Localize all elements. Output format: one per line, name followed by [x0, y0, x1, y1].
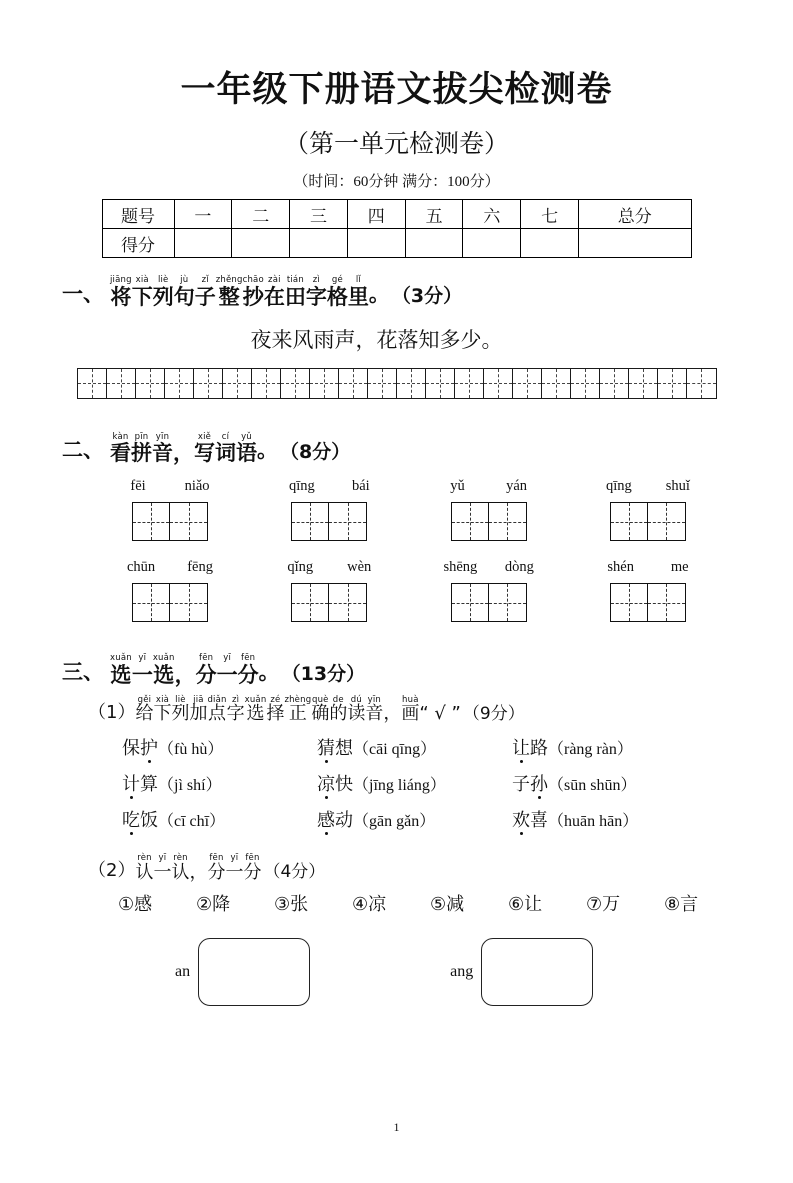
hanzi: 音 — [365, 703, 384, 725]
tianzige-cell[interactable] — [687, 369, 716, 398]
pinyin-word-item — [583, 559, 713, 622]
section-3-points: （13分） — [281, 662, 366, 685]
hanzi: 字 — [305, 284, 327, 309]
tianzige-cell[interactable] — [484, 369, 513, 398]
pinyin: zài — [268, 275, 281, 285]
exam-page — [0, 62, 793, 1183]
hanzi: 认 — [135, 861, 154, 883]
hanzi: 护 — [140, 734, 158, 760]
check-mark-hint: “ √ ” — [419, 703, 461, 725]
pinyin-syllable: wèn — [347, 559, 372, 576]
choice-word — [512, 810, 548, 831]
choice-item[interactable] — [317, 806, 512, 832]
score-input-cell-6[interactable] — [521, 229, 579, 258]
answer-box[interactable] — [451, 583, 527, 622]
hanzi: 加 — [189, 703, 208, 725]
pinyin-syllable: shēng — [443, 559, 478, 576]
tianzige-cell[interactable] — [542, 369, 571, 398]
section-3 — [0, 654, 793, 686]
score-col-1: 二 — [232, 200, 290, 229]
pinyin: yī — [230, 853, 239, 864]
pinyin: xuǎn — [244, 694, 267, 705]
hanzi: 饭 — [140, 810, 158, 832]
hanzi: 子 — [512, 774, 530, 796]
pinyin-label — [430, 559, 548, 576]
score-col-2: 三 — [290, 200, 348, 229]
tianzige-cell[interactable] — [571, 369, 600, 398]
pinyin-syllable: fēi — [130, 478, 146, 495]
choice-options[interactable]: （cāi qīng） — [353, 741, 437, 759]
pinyin: zǐ — [201, 275, 209, 285]
pinyin-syllable: bái — [351, 478, 370, 495]
hanzi: 列 — [152, 284, 174, 309]
hanzi: 看 — [110, 441, 131, 466]
section-2-ruby — [110, 433, 257, 465]
hanzi: 分 — [237, 662, 259, 687]
score-col-5: 六 — [463, 200, 521, 229]
choice-options[interactable]: （ràng ràn） — [548, 741, 633, 759]
score-table-wrap — [0, 199, 793, 258]
pinyin: jiāng — [110, 275, 132, 285]
pinyin: tián — [286, 275, 304, 285]
choice-options[interactable]: （gān gǎn） — [353, 813, 436, 831]
choice-item[interactable] — [512, 806, 707, 832]
table-row — [102, 229, 691, 258]
choice-item[interactable] — [317, 770, 512, 796]
pinyin-syllable: shén — [607, 559, 634, 576]
score-col-7: 总分 — [579, 200, 691, 229]
hanzi: 动 — [335, 810, 353, 832]
score-input-cell-4[interactable] — [405, 229, 463, 258]
score-input-cell-2[interactable] — [290, 229, 348, 258]
hanzi: 子 — [194, 284, 216, 309]
answer-box[interactable] — [291, 502, 367, 541]
tianzige-cell[interactable] — [281, 369, 310, 398]
hanzi: 写 — [194, 441, 215, 466]
tianzige-cell[interactable] — [513, 369, 542, 398]
sort-label-an: an — [175, 963, 191, 981]
hanzi: 一 — [131, 662, 153, 687]
hanzi: ， — [189, 861, 208, 883]
choice-options[interactable]: （jīng liáng） — [353, 777, 446, 795]
sub-question-2-points: （4分） — [263, 862, 326, 883]
hanzi: 字 — [226, 703, 245, 725]
pinyin: zhèng — [284, 694, 312, 705]
choice-options[interactable]: （huān hān） — [548, 813, 639, 831]
hanzi: 格 — [326, 284, 348, 309]
tianzige-cell[interactable] — [629, 369, 658, 398]
choice-word — [317, 810, 353, 831]
pinyin: jiā — [193, 694, 204, 705]
tianzige-cell[interactable] — [426, 369, 455, 398]
tianzige-cell[interactable] — [455, 369, 484, 398]
pinyin: lǐ — [355, 275, 361, 285]
choice-item[interactable] — [512, 734, 707, 760]
tianzige-cell[interactable] — [107, 369, 136, 398]
score-col-3: 四 — [347, 200, 405, 229]
choice-options[interactable]: （cī chī） — [158, 813, 226, 831]
score-input-cell-5[interactable] — [463, 229, 521, 258]
answer-box[interactable] — [451, 502, 527, 541]
section-1 — [0, 276, 793, 308]
hanzi: 一 — [225, 861, 244, 883]
choice-item[interactable] — [122, 734, 317, 760]
pinyin-syllable: yán — [506, 478, 528, 495]
tianzige-grid[interactable] — [77, 368, 717, 399]
exam-info: （时间：60分钟 满分：100分） — [293, 174, 500, 190]
section-1-number: 一、 — [62, 281, 104, 306]
pinyin: yīn — [367, 694, 381, 705]
hanzi: 算 — [140, 774, 158, 796]
pinyin-word-row-2 — [0, 559, 793, 622]
pinyin: xiě — [197, 431, 212, 442]
writing-grid-row — [0, 368, 793, 399]
choice-item[interactable] — [122, 770, 317, 796]
hanzi: 田 — [284, 284, 306, 309]
pinyin-label — [270, 559, 388, 576]
hanzi: 拼 — [131, 441, 152, 466]
section-3-punct: 。 — [258, 659, 280, 684]
sort-answer-box-ang[interactable] — [481, 938, 593, 1006]
pinyin: xià — [155, 694, 170, 705]
score-input-cell-0[interactable] — [174, 229, 232, 258]
hanzi: 吃 — [122, 806, 140, 832]
sub-question-2-heading — [0, 854, 793, 882]
pinyin: xuǎn — [110, 653, 132, 664]
pinyin: yīn — [155, 431, 170, 442]
pinyin: fēn — [241, 653, 256, 664]
choice-options[interactable]: （jì shí） — [158, 777, 222, 795]
pinyin: liè — [175, 694, 186, 705]
section-2-number: 二、 — [62, 438, 104, 463]
hanzi: 让 — [512, 734, 530, 760]
hanzi: 喜 — [530, 810, 548, 832]
hanzi: 抄 — [242, 284, 264, 309]
score-input-cell-7[interactable] — [579, 229, 691, 258]
choice-word — [122, 810, 158, 831]
section-1-punct: 。 — [368, 281, 390, 306]
hanzi: 音 — [152, 441, 173, 466]
section-1-heading — [62, 276, 793, 308]
pinyin: cí — [221, 431, 230, 442]
answer-box[interactable] — [132, 583, 208, 622]
tianzige-cell[interactable] — [600, 369, 629, 398]
pinyin-label — [589, 559, 707, 576]
choice-item[interactable] — [122, 806, 317, 832]
pinyin: zhěng — [215, 275, 243, 285]
section-2-points: （8分） — [280, 441, 351, 464]
hanzi: 分 — [243, 861, 262, 883]
pinyin: rèn — [137, 853, 152, 864]
hanzi: 想 — [335, 738, 353, 760]
hanzi: 认 — [171, 861, 190, 883]
hanzi: 将 — [110, 284, 132, 309]
answer-box[interactable] — [610, 583, 686, 622]
hanzi: 选 — [153, 662, 175, 687]
choice-row — [0, 734, 793, 760]
sort-label-ang: ang — [450, 963, 474, 981]
section-3-number: 三、 — [62, 659, 104, 684]
pinyin-word-item — [583, 478, 713, 541]
choice-word — [512, 774, 548, 795]
pinyin-word-item — [424, 478, 554, 541]
pinyin: zì — [312, 275, 320, 285]
tianzige-cell[interactable] — [136, 369, 165, 398]
tianzige-cell[interactable] — [397, 369, 426, 398]
hanzi: 下 — [131, 284, 153, 309]
pinyin-syllable: me — [670, 559, 689, 576]
list-item[interactable]: ③张 — [274, 894, 309, 916]
pinyin: diǎn — [207, 694, 227, 705]
list-item[interactable]: ①感 — [118, 894, 153, 916]
choice-word — [317, 774, 353, 795]
score-input-cell-3[interactable] — [347, 229, 405, 258]
pinyin-label — [430, 478, 548, 495]
tianzige-cell[interactable] — [252, 369, 281, 398]
hanzi: 分 — [195, 662, 217, 687]
score-table — [102, 199, 692, 258]
pinyin-syllable: chūn — [127, 559, 156, 576]
table-row — [102, 200, 691, 229]
hanzi: 快 — [335, 774, 353, 796]
pinyin: fēn — [199, 653, 214, 664]
hanzi: 句 — [173, 284, 195, 309]
pinyin: huà — [402, 694, 419, 705]
hanzi: ， — [383, 703, 402, 725]
page-number: 1 — [393, 1120, 400, 1134]
pinyin-word-row-1 — [0, 478, 793, 541]
list-item[interactable]: ⑧言 — [664, 894, 699, 916]
list-item[interactable]: ②降 — [196, 894, 231, 916]
choice-word — [512, 738, 548, 759]
score-col-4: 五 — [405, 200, 463, 229]
hanzi: 点 — [208, 703, 227, 725]
pinyin: liè — [157, 275, 169, 285]
list-item[interactable]: ④凉 — [352, 894, 387, 916]
choice-options[interactable]: （fù hù） — [158, 741, 224, 759]
pinyin: zé — [270, 694, 281, 705]
score-table-label-0: 题号 — [102, 200, 174, 229]
pinyin-word-item — [264, 478, 394, 541]
choice-row — [0, 770, 793, 796]
pinyin-syllable: fēng — [187, 559, 213, 576]
hanzi: 选 — [110, 662, 132, 687]
answer-box[interactable] — [132, 502, 208, 541]
pinyin: zì — [231, 694, 240, 705]
score-input-cell-1[interactable] — [232, 229, 290, 258]
hanzi: 猜 — [317, 734, 335, 760]
hanzi: 分 — [207, 861, 226, 883]
hanzi: 语 — [236, 441, 257, 466]
copy-sentence: 夜来风雨声，花落知多少。 — [250, 327, 503, 352]
sort-group-an — [175, 938, 310, 1006]
tianzige-cell[interactable] — [368, 369, 397, 398]
hanzi: 在 — [263, 284, 285, 309]
hanzi: 正 — [288, 703, 307, 725]
list-item[interactable]: ⑤减 — [430, 894, 465, 916]
tianzige-cell[interactable] — [310, 369, 339, 398]
choice-word — [122, 738, 158, 759]
page-title: 一年级下册语文拔尖检测卷 — [180, 70, 613, 110]
hanzi: 确 — [311, 703, 330, 725]
pinyin: de — [332, 694, 344, 705]
hanzi: 选 — [246, 703, 265, 725]
section-3-ruby — [110, 654, 259, 686]
pinyin-syllable: qǐng — [287, 559, 314, 576]
choice-item[interactable] — [512, 770, 707, 796]
choice-word — [317, 738, 353, 759]
choice-item[interactable] — [317, 734, 512, 760]
hanzi: 欢 — [512, 806, 530, 832]
pinyin-word-item — [105, 478, 235, 541]
tianzige-cell[interactable] — [223, 369, 252, 398]
score-table-label-1: 得分 — [102, 229, 174, 258]
list-item[interactable]: ⑦万 — [586, 894, 621, 916]
pinyin: gé — [331, 275, 343, 285]
score-col-6: 七 — [521, 200, 579, 229]
choice-options[interactable]: （sūn shūn） — [548, 777, 637, 795]
pinyin: fēn — [209, 853, 224, 864]
sort-boxes-row — [0, 938, 793, 1006]
hanzi: 择 — [266, 703, 285, 725]
pinyin: kàn — [112, 431, 129, 442]
pinyin: yī — [158, 853, 167, 864]
sort-answer-box-an[interactable] — [198, 938, 310, 1006]
pinyin: yǔ — [241, 431, 252, 442]
hanzi: 感 — [317, 806, 335, 832]
section-2 — [0, 433, 793, 465]
section-3-heading — [62, 654, 793, 686]
hanzi: 词 — [215, 441, 236, 466]
pinyin: xuǎn — [152, 653, 175, 664]
pinyin: gěi — [137, 694, 152, 705]
pinyin-word-item — [424, 559, 554, 622]
hanzi: 下 — [153, 703, 172, 725]
pinyin-word-item — [264, 559, 394, 622]
sub-question-1-heading — [0, 696, 793, 724]
pinyin-word-item — [105, 559, 235, 622]
section-1-ruby — [110, 276, 369, 308]
tianzige-cell[interactable] — [165, 369, 194, 398]
sub-question-2-ruby — [135, 854, 261, 882]
section-2-punct: 。 — [257, 438, 278, 463]
pinyin-label — [111, 478, 229, 495]
sub-question-1-label: （1） — [88, 702, 136, 724]
hanzi: 保 — [122, 738, 140, 760]
hanzi: 整 — [218, 284, 240, 309]
hanzi: ， — [174, 662, 196, 687]
sub-question-2-label: （2） — [88, 860, 136, 882]
choice-row — [0, 806, 793, 832]
pinyin-syllable: qīng — [288, 478, 315, 495]
hanzi: 里 — [347, 284, 369, 309]
pinyin-syllable: shuǐ — [665, 478, 690, 495]
hanzi: 画 — [401, 703, 420, 725]
pinyin-syllable: dòng — [504, 559, 534, 576]
hanzi: 路 — [530, 738, 548, 760]
answer-box[interactable] — [610, 502, 686, 541]
hanzi: 给 — [135, 703, 154, 725]
hanzi: 一 — [153, 861, 172, 883]
pinyin-syllable: niǎo — [184, 478, 210, 495]
hanzi: 孙 — [530, 770, 548, 796]
pinyin-label — [111, 559, 229, 576]
pinyin: dú — [350, 694, 362, 705]
pinyin: xià — [135, 275, 149, 285]
hanzi: 读 — [347, 703, 366, 725]
page-subtitle: （第一单元检测卷） — [283, 129, 509, 158]
tianzige-cell[interactable] — [194, 369, 223, 398]
hanzi: 一 — [216, 662, 238, 687]
hanzi: 凉 — [317, 770, 335, 796]
pinyin-syllable: qīng — [605, 478, 632, 495]
pinyin: rèn — [173, 853, 188, 864]
pinyin: yī — [138, 653, 147, 664]
pinyin: jù — [180, 275, 189, 285]
choice-word — [122, 774, 158, 795]
tianzige-cell[interactable] — [658, 369, 687, 398]
pinyin-syllable: yǔ — [450, 478, 465, 495]
section-1-points: （3分） — [391, 284, 463, 307]
hanzi: 列 — [171, 703, 190, 725]
pinyin-label — [589, 478, 707, 495]
sort-group-ang — [450, 938, 593, 1006]
tianzige-cell[interactable] — [339, 369, 368, 398]
sub-question-1-points: （9分） — [462, 704, 525, 725]
hanzi: 计 — [122, 770, 140, 796]
section-2-heading — [62, 433, 793, 465]
pinyin: yī — [223, 653, 232, 664]
sub-question-1-ruby — [135, 696, 419, 724]
pinyin: chāo — [242, 275, 264, 285]
list-item[interactable]: ⑥让 — [508, 894, 543, 916]
pinyin: què — [312, 694, 329, 705]
hanzi: 的 — [329, 703, 348, 725]
pinyin: fēn — [245, 853, 260, 864]
score-col-0: 一 — [174, 200, 232, 229]
character-list — [0, 890, 793, 916]
hanzi: ， — [173, 441, 194, 466]
tianzige-cell[interactable] — [78, 369, 107, 398]
pinyin: pīn — [134, 431, 149, 442]
pinyin-label — [270, 478, 388, 495]
answer-box[interactable] — [291, 583, 367, 622]
